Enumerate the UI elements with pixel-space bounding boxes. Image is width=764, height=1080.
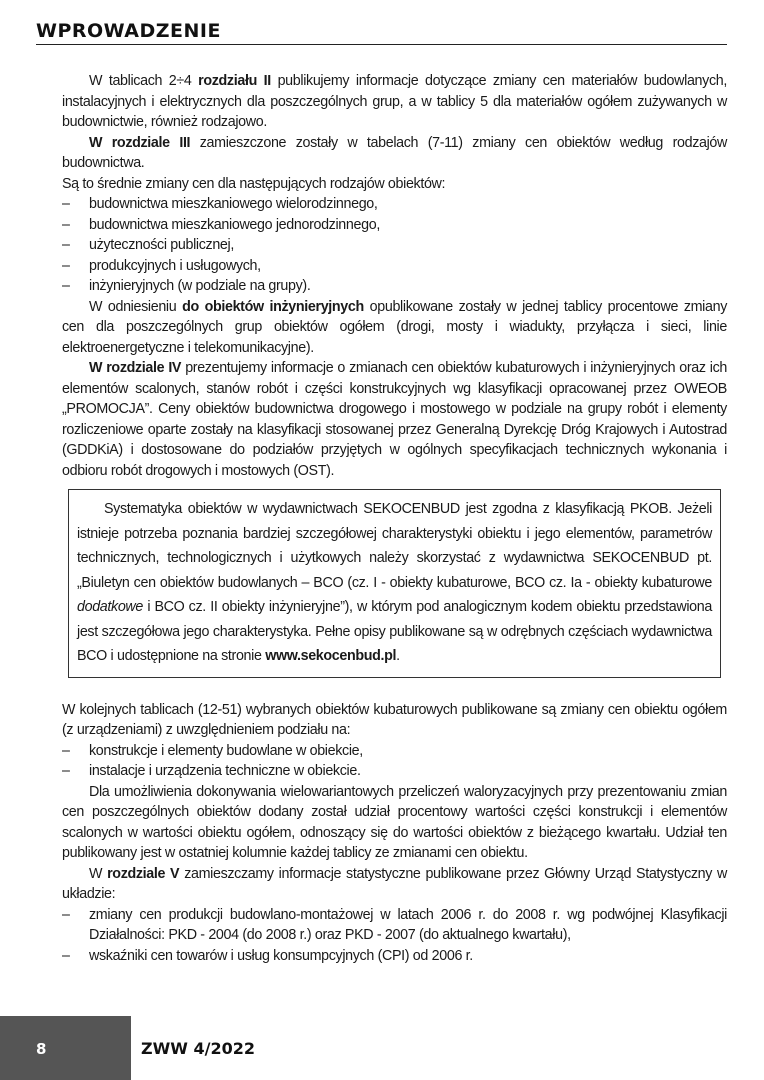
- italic-span: dodatkowe: [77, 599, 144, 615]
- list-item: – budownictwa mieszkaniowego wielorodzinnego,: [62, 194, 727, 215]
- website-link[interactable]: www.sekocenbud.pl: [265, 648, 397, 664]
- list-item: – instalacje i urządzenia techniczne w obiekcie.: [62, 761, 727, 782]
- info-box-text: [77, 497, 712, 669]
- issue-label: ZWW 4/2022: [141, 1039, 255, 1058]
- paragraph-list-intro: Są to średnie zmiany cen dla następujących rodzajów obiektów:: [62, 175, 446, 192]
- breakdown-list: [62, 741, 727, 782]
- paragraph-chapter-iii: [62, 133, 727, 174]
- list-item: – wskaźniki cen towarów i usług konsumpcyjnych (CPI) od 2006 r.: [62, 946, 727, 967]
- bold-span: rozdziale V: [107, 865, 180, 882]
- page-title: WPROWADZENIE: [36, 20, 221, 42]
- text-span: zamieszczamy informacje statystyczne publikowane przez Główny Urząd Statystyczny w układzie:: [62, 865, 727, 902]
- text-span: i BCO cz. II obiekty inżynieryjne”), w którym pod analogicznym kodem obiektu przedstawiona jest szczegółowa jego charakterystyka. Pełne opisy publikowane są w odrębnych częściach wydawnictwa BCO i udostępnione na stronie: [77, 599, 712, 664]
- paragraph-selected-objects: W kolejnych tablicach (12-51) wybranych obiektów kubaturowych publikowane są zmiany cen obiektu ogółem (z urządzeniami) z uwzględnieniem podziału na:: [62, 701, 727, 738]
- text-span: publikujemy informacje dotyczące zmiany cen materiałów budowlanych, instalacyjnych i elektrycznych dla poszczególnych grup, a w tablicy 5 dla materiałów ogółem zużywanych w budownictwie, również rodzajowo.: [62, 73, 727, 130]
- spacer: [62, 678, 727, 700]
- text-span: prezentujemy informacje o zmianach cen obiektów kubaturowych i inżynieryjnych oraz ich elementów scalonych, stanów robót i części konstrukcyjnych wg klasyfikacji opracowanej przez OWEOB „PROMOCJA”. Ceny obiektów budownictwa drogowego i mostowego w podziale na grupy robót i elementy rozliczeniowe oparte zostały na klasyfikacji stosowanej przez Generalną Dyrekcję Dróg Krajowych i Autostrad (GDDKiA) i dostosowane do podziałów przyjętych w ogólnych specyfikacjach technicznych wykonania i odbioru robót drogowych i mostowych (OST).: [62, 360, 727, 479]
- list-item: – konstrukcje i elementy budowlane w obiekcie,: [62, 741, 727, 762]
- list-item: – produkcyjnych i usługowych,: [62, 256, 727, 277]
- list-item: – zmiany cen produkcji budowlano-montażowej w latach 2006 r. do 2008 r. wg podwójnej Klasyfikacji Działalności: PKD - 2004 (do 2008 r.) oraz PKD - 2007 (do aktualnego kwartału),: [62, 905, 727, 946]
- text-span: W tablicach 2÷4: [89, 73, 199, 89]
- bold-span: do obiektów inżynieryjnych: [182, 298, 364, 315]
- statistics-list: [62, 905, 727, 967]
- paragraph-chapter-iv: [62, 358, 727, 481]
- paragraph-chapter-ii: [62, 71, 727, 133]
- list-item: – inżynieryjnych (w podziale na grupy).: [62, 276, 727, 297]
- list-item: – użyteczności publicznej,: [62, 235, 727, 256]
- text-span: zamieszczone zostały w tabelach (7-11) zmiany cen obiektów według rodzajów budownictwa.: [62, 134, 727, 171]
- text-span: opublikowane zostały w jednej tablicy procentowe zmiany cen dla poszczególnych grup obiektów ogółem (drogi, mosty i wiadukty, przyłącza i sieci, linie elektroenergetyczne i telekomunikacyjne).: [62, 298, 728, 356]
- paragraph-chapter-v: [62, 864, 727, 905]
- footer-page-block: [0, 1016, 131, 1080]
- bold-span: W rozdziale IV: [89, 360, 182, 376]
- title-divider: [36, 44, 727, 45]
- text-span: W: [89, 865, 108, 882]
- bold-span: rozdziału II: [198, 73, 271, 89]
- bold-span: W rozdziale III: [89, 134, 191, 151]
- document-body: [62, 71, 727, 966]
- paragraph-valorization: Dla umożliwienia dokonywania wielowariantowych przeliczeń waloryzacyjnych przy prezentowaniu zmian cen poszczególnych obiektów dodany został udział procentowy wartości części konstrukcji i elementów scalonych w wartości obiektu ogółem, odnoszący się do wartości obiektów z bieżącego kwartału. Udział ten publikowany jest w ostatniej kolumnie każdej tablicy ze zmianami cen obiektu.: [62, 783, 727, 861]
- text-span: .: [396, 648, 400, 664]
- text-span: Systematyka obiektów w wydawnictwach SEKOCENBUD jest zgodna z klasyfikacją PKOB. Jeżeli istnieje potrzeba poznania bardziej szczegółowej charakterystyki obiektu i jego elementów, parametrów technicznych, technologicznych i użytkowych należy skorzystać z wydawnictwa SEKOCENBUD pt. „Biuletyn cen obiektów budowlanych – BCO (cz. I - obiekty kubaturowe, BCO cz. Ia - obiekty kubaturowe: [77, 501, 712, 591]
- object-types-list: [62, 194, 727, 297]
- text-span: W odniesieniu: [89, 298, 183, 315]
- info-box: [68, 489, 721, 678]
- list-item: – budownictwa mieszkaniowego jednorodzinnego,: [62, 215, 727, 236]
- paragraph-engineering-objects: [62, 297, 727, 359]
- page-number: 8: [36, 1040, 47, 1058]
